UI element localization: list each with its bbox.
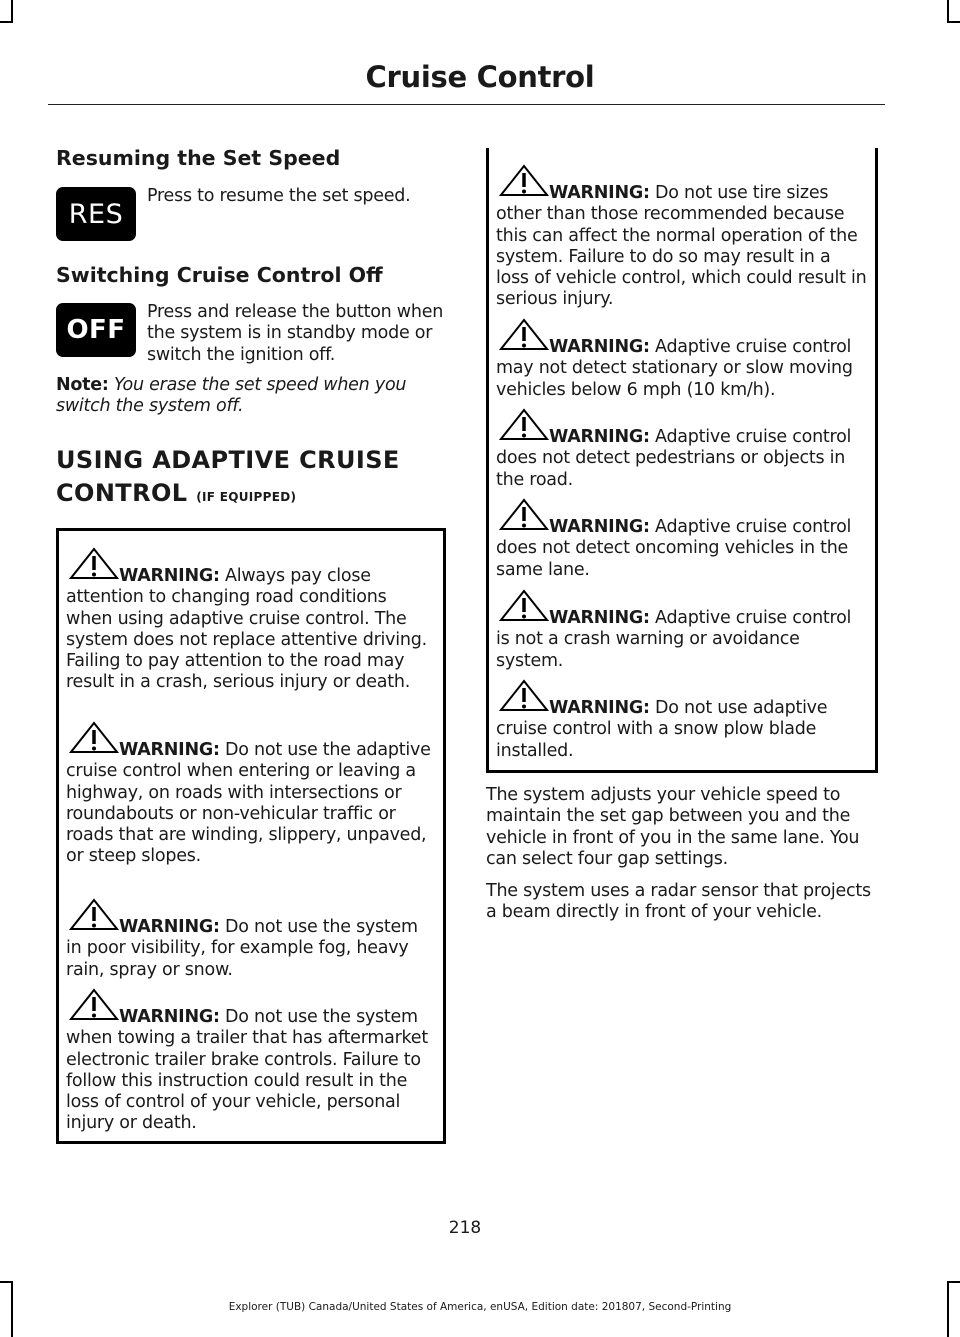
crop-mark bbox=[947, 1281, 960, 1283]
warning-right-5: WARNING: Adaptive cruise control is not a crash warning or avoidance system. bbox=[496, 589, 868, 672]
warning-left-4: WARNING: Do not use the system when towing a trailer that has aftermarket electronic trailer brake controls. Failure to follow this instruction could result in the loss of control of your vehicle, personal injury or death. bbox=[66, 988, 436, 1135]
warning-triangle-icon bbox=[499, 408, 549, 442]
paragraph-radar-sensor: The system uses a radar sensor that projects a beam directly in front of your vehicle. bbox=[486, 881, 871, 923]
warning-right-4: WARNING: Adaptive cruise control does not detect oncoming vehicles in the same lane. bbox=[496, 498, 868, 581]
warning-triangle-icon bbox=[499, 589, 549, 623]
off-button-icon bbox=[56, 303, 136, 357]
note bbox=[56, 375, 444, 418]
warning-label: WARNING: bbox=[119, 1007, 220, 1027]
warning-triangle-icon bbox=[69, 898, 119, 932]
footer-edition: Explorer (TUB) Canada/United States of America, enUSA, Edition date: 201807, Second-Printing bbox=[228, 1301, 732, 1313]
resume-heading: Resuming the Set Speed bbox=[56, 146, 341, 170]
warning-triangle-icon bbox=[499, 318, 549, 352]
warning-triangle-icon bbox=[69, 988, 119, 1022]
res-button-icon bbox=[56, 187, 136, 241]
warning-label: WARNING: bbox=[549, 427, 650, 447]
warning-triangle-icon bbox=[499, 164, 549, 198]
warning-triangle-icon bbox=[499, 498, 549, 532]
header-rule bbox=[48, 104, 885, 105]
acc-heading-line2: CONTROL bbox=[56, 479, 188, 507]
warning-label: WARNING: bbox=[549, 608, 650, 628]
warning-right-3: WARNING: Adaptive cruise control does not detect pedestrians or objects in the road. bbox=[496, 408, 868, 491]
warning-label: WARNING: bbox=[549, 337, 650, 357]
off-button-label: OFF bbox=[66, 315, 126, 345]
crop-mark bbox=[11, 0, 13, 21]
warning-label: WARNING: bbox=[119, 740, 220, 760]
warning-label: WARNING: bbox=[549, 517, 650, 537]
warning-right-1: WARNING: Do not use tire sizes other than those recommended because this can affect the normal operation of the system. Failure to do so may result in a loss of vehicle control, which could result in serious injury. bbox=[496, 164, 868, 311]
crop-mark bbox=[947, 21, 960, 23]
warning-label: WARNING: bbox=[549, 183, 650, 203]
acc-heading bbox=[56, 446, 400, 507]
res-button-label: RES bbox=[68, 198, 124, 230]
warning-left-1: WARNING: Always pay close attention to changing road conditions when using adaptive cruise control. The system does not replace attentive driving. Failing to pay attention to the road may result in a crash, serious injury or death. bbox=[66, 547, 436, 694]
warning-triangle-icon bbox=[69, 547, 119, 581]
warning-right-2: WARNING: Adaptive cruise control may not detect stationary or slow moving vehicles below 6 mph (10 km/h). bbox=[496, 318, 868, 401]
crop-mark bbox=[0, 1281, 13, 1283]
off-heading: Switching Cruise Control Off bbox=[56, 263, 383, 287]
page-title: Cruise Control bbox=[365, 60, 595, 94]
acc-heading-line1: USING ADAPTIVE CRUISE bbox=[56, 446, 400, 474]
warning-label: WARNING: bbox=[119, 566, 220, 586]
off-text: Press and release the button when the system is in standby mode or switch the ignition off. bbox=[147, 302, 444, 365]
resume-text: Press to resume the set speed. bbox=[147, 186, 411, 206]
crop-mark bbox=[0, 21, 13, 23]
warning-left-3: WARNING: Do not use the system in poor visibility, for example fog, heavy rain, spray or snow. bbox=[66, 898, 436, 981]
warning-triangle-icon bbox=[499, 679, 549, 713]
warning-triangle-icon bbox=[69, 721, 119, 755]
acc-heading-suffix: (IF EQUIPPED) bbox=[196, 490, 297, 504]
note-text: You erase the set speed when you switch the system off. bbox=[56, 375, 407, 417]
paragraph-gap-settings: The system adjusts your vehicle speed to maintain the set gap between you and the vehicle in front of you in the same lane. You can select four gap settings. bbox=[486, 785, 860, 869]
crop-mark bbox=[947, 0, 949, 21]
warning-label: WARNING: bbox=[119, 917, 220, 937]
left-warning-box bbox=[56, 528, 446, 1144]
warning-left-2: WARNING: Do not use the adaptive cruise control when entering or leaving a highway, on roads with intersections or roundabouts or non-vehicular traffic or roads that are winding, slippery, unpaved, or steep slopes. bbox=[66, 721, 436, 868]
warning-right-6: WARNING: Do not use adaptive cruise control with a snow plow blade installed. bbox=[496, 679, 868, 762]
page-number: 218 bbox=[448, 1218, 482, 1238]
note-label: Note: bbox=[56, 375, 109, 395]
warning-label: WARNING: bbox=[549, 698, 650, 718]
right-warning-box bbox=[486, 148, 878, 773]
